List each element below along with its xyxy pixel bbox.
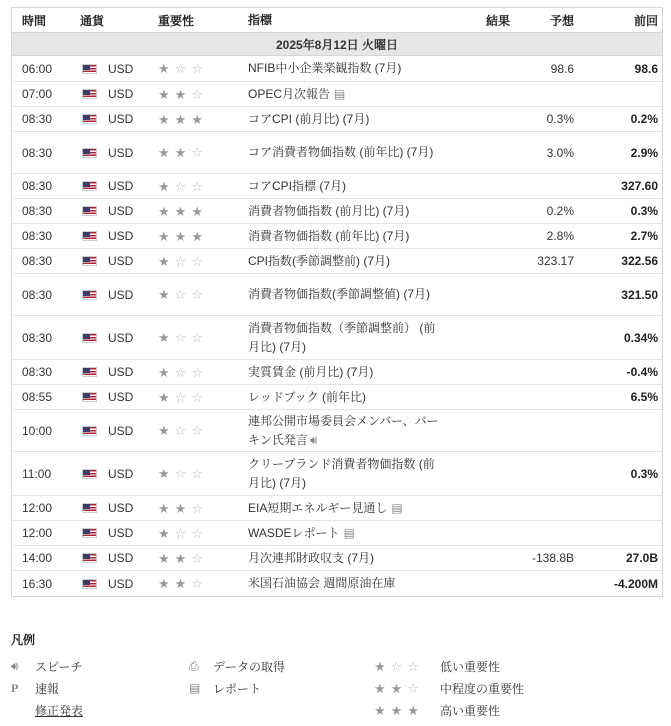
row-time: 08:30 — [22, 112, 53, 126]
row-currency-label: USD — [108, 330, 134, 345]
row-previous: 2.9% — [630, 145, 658, 160]
header-currency: 通貨 — [80, 13, 105, 28]
high-importance-stars-icon: ★ ★ ★ — [374, 702, 419, 718]
report-icon: ▤ — [343, 525, 355, 540]
star-filled-icon: ★ — [158, 111, 170, 127]
star-empty-icon: ☆ — [191, 525, 203, 541]
table-row[interactable] — [12, 496, 662, 521]
star-empty-icon: ☆ — [191, 86, 203, 102]
report-icon: ▤ — [391, 500, 403, 515]
row-importance — [152, 230, 248, 243]
row-importance — [152, 288, 248, 301]
row-importance — [152, 205, 248, 218]
star-filled-icon: ★ — [158, 253, 170, 269]
legend-medium-label: 中程度の重要性 — [440, 681, 525, 696]
legend-report — [189, 677, 285, 699]
table-row[interactable] — [12, 521, 662, 546]
row-currency-label: USD — [108, 287, 134, 302]
star-empty-icon: ☆ — [174, 178, 187, 194]
table-header — [12, 8, 662, 33]
star-empty-icon: ☆ — [191, 253, 203, 269]
star-filled-icon: ★ — [158, 178, 170, 194]
medium-importance-stars-icon: ★ ★ ☆ — [374, 680, 419, 696]
row-importance — [152, 62, 248, 75]
row-importance — [152, 391, 248, 404]
row-event-label[interactable]: 消費者物価指数（季節調整前） (前月比) (7月) — [248, 320, 436, 354]
header-importance: 重要性 — [158, 13, 195, 28]
legend-revised[interactable] — [11, 699, 83, 721]
row-event[interactable] — [248, 177, 444, 196]
us-flag-icon — [82, 148, 97, 158]
row-importance — [152, 113, 248, 126]
header-previous: 前回 — [633, 13, 658, 28]
star-filled-icon: ★ — [158, 576, 170, 591]
row-currency — [72, 365, 152, 379]
star-empty-icon: ☆ — [191, 178, 203, 194]
row-currency — [72, 501, 152, 515]
row-event-label[interactable]: 実質賃金 (前月比) (7月) — [248, 364, 374, 379]
row-importance — [152, 424, 248, 437]
star-empty-icon: ☆ — [191, 287, 203, 302]
row-currency-label: USD — [108, 526, 134, 540]
row-currency — [72, 146, 152, 160]
legend-low-label: 低い重要性 — [440, 659, 501, 674]
row-event[interactable] — [248, 455, 444, 493]
row-importance — [152, 88, 248, 101]
row-forecast: 3.0% — [546, 145, 574, 160]
header-actual: 結果 — [485, 13, 510, 28]
star-filled-icon: ★ — [158, 203, 170, 219]
date-row — [12, 33, 662, 56]
row-currency-label: USD — [108, 179, 134, 193]
star-empty-icon: ☆ — [174, 330, 187, 345]
row-time: 08:30 — [22, 145, 53, 160]
star-filled-icon: ★ — [174, 500, 187, 516]
star-filled-icon: ★ — [174, 550, 187, 566]
us-flag-icon — [82, 553, 97, 563]
legend-title: 凡例 — [11, 633, 36, 647]
legend — [11, 631, 663, 718]
row-currency-label: USD — [108, 61, 134, 76]
row-forecast: 98.6 — [550, 61, 574, 76]
row-currency-label: USD — [108, 204, 134, 218]
legend-speech — [11, 655, 83, 677]
us-flag-icon — [82, 392, 97, 402]
row-importance — [152, 467, 248, 480]
star-filled-icon: ★ — [158, 525, 170, 541]
row-time: 07:00 — [22, 87, 53, 101]
legend-medium — [374, 677, 524, 699]
row-forecast: 2.8% — [546, 229, 574, 243]
us-flag-icon — [82, 426, 97, 436]
row-currency-label: USD — [108, 229, 134, 243]
star-filled-icon: ★ — [174, 576, 187, 591]
star-empty-icon: ☆ — [191, 389, 203, 405]
us-flag-icon — [82, 528, 97, 538]
star-filled-icon: ★ — [158, 500, 170, 516]
row-previous: 2.7% — [630, 229, 658, 243]
row-importance — [152, 552, 248, 565]
row-previous: -0.4% — [626, 365, 658, 379]
row-importance — [152, 331, 248, 344]
legend-data-retrieval — [189, 655, 285, 677]
star-filled-icon: ★ — [174, 145, 187, 160]
star-filled-icon: ★ — [158, 287, 170, 302]
table-row[interactable] — [12, 546, 662, 571]
star-filled-icon: ★ — [158, 389, 170, 405]
legend-preliminary — [11, 677, 83, 699]
row-event[interactable] — [248, 574, 444, 593]
star-filled-icon: ★ — [158, 550, 170, 566]
row-currency — [72, 424, 152, 438]
us-flag-icon — [82, 256, 97, 266]
row-time: 08:30 — [22, 179, 53, 193]
row-currency — [72, 331, 152, 345]
row-previous: 321.50 — [621, 287, 658, 302]
row-forecast: 0.3% — [546, 112, 574, 126]
table-row[interactable] — [12, 174, 662, 199]
row-event-label[interactable]: WASDEレポート — [248, 525, 340, 540]
star-filled-icon: ★ — [158, 86, 170, 102]
row-currency — [72, 467, 152, 481]
speaker-icon: 🔊︎ — [309, 432, 318, 447]
row-currency-label: USD — [108, 501, 134, 515]
row-event-label[interactable]: レッドブック (前年比) — [248, 389, 367, 404]
star-empty-icon: ☆ — [174, 466, 187, 481]
legend-low — [374, 655, 524, 677]
row-time: 12:00 — [22, 501, 53, 515]
row-event[interactable] — [248, 549, 444, 568]
row-currency — [72, 62, 152, 76]
row-currency — [72, 288, 152, 302]
row-event[interactable] — [248, 202, 444, 221]
row-importance — [152, 366, 248, 379]
row-time: 08:30 — [22, 365, 53, 379]
us-flag-icon — [82, 503, 97, 513]
star-filled-icon: ★ — [191, 228, 203, 244]
p-icon: P — [11, 680, 19, 695]
row-event-label[interactable]: コア消費者物価指数 (前年比) (7月) — [248, 145, 434, 159]
row-currency-label: USD — [108, 87, 134, 101]
star-empty-icon: ☆ — [174, 423, 187, 438]
row-event-label[interactable]: コアCPI (前月比) (7月) — [248, 111, 370, 126]
data-retrieval-icon: ⎙ — [189, 658, 199, 673]
row-currency-label: USD — [108, 365, 134, 379]
row-event-label[interactable]: NFIB中小企業楽観指数 (7月) — [248, 61, 402, 75]
row-event[interactable] — [248, 227, 444, 246]
star-filled-icon: ★ — [158, 423, 170, 438]
row-event-label[interactable]: 連邦公開市場委員会メンバー、バーキン氏発言 — [248, 413, 439, 447]
table-body — [12, 56, 662, 596]
report-icon: ▤ — [189, 681, 201, 695]
legend-preliminary-label: 速報 — [35, 681, 60, 696]
row-event-label[interactable]: 消費者物価指数 (前月比) (7月) — [248, 203, 410, 218]
legend-data-retrieval-label: データの取得 — [213, 659, 286, 674]
star-empty-icon: ☆ — [191, 576, 203, 591]
row-forecast: 323.17 — [537, 254, 574, 268]
star-empty-icon: ☆ — [191, 466, 203, 481]
row-previous: 322.56 — [621, 254, 658, 268]
row-currency-label: USD — [108, 145, 134, 160]
row-previous: 27.0B — [625, 551, 658, 565]
row-currency-label: USD — [108, 112, 134, 126]
star-empty-icon: ☆ — [174, 525, 187, 541]
table-row[interactable] — [12, 410, 662, 452]
row-event[interactable] — [248, 412, 444, 450]
row-currency-label: USD — [108, 551, 134, 565]
legend-speech-label: スピーチ — [35, 659, 83, 674]
row-previous: -4.200M — [613, 576, 658, 591]
star-filled-icon: ★ — [158, 466, 170, 481]
star-empty-icon: ☆ — [191, 330, 203, 345]
us-flag-icon — [82, 469, 97, 479]
us-flag-icon — [82, 290, 97, 300]
star-empty-icon: ☆ — [174, 389, 187, 405]
row-time: 16:30 — [22, 576, 53, 591]
row-importance — [152, 527, 248, 540]
star-empty-icon: ☆ — [191, 550, 203, 566]
row-currency — [72, 229, 152, 243]
star-empty-icon: ☆ — [191, 500, 203, 516]
row-event[interactable] — [248, 143, 444, 162]
us-flag-icon — [82, 333, 97, 343]
table-row[interactable] — [12, 249, 662, 274]
star-empty-icon: ☆ — [174, 287, 187, 302]
us-flag-icon — [82, 231, 97, 241]
table-row[interactable] — [12, 199, 662, 224]
row-forecast: -138.8B — [531, 551, 574, 565]
row-importance — [152, 577, 248, 590]
row-event-label[interactable]: 消費者物価指数 (前年比) (7月) — [248, 228, 410, 243]
row-currency — [72, 577, 152, 591]
row-event-label[interactable]: OPEC月次報告 — [248, 86, 331, 101]
row-currency — [72, 526, 152, 540]
row-event[interactable] — [248, 85, 444, 104]
row-currency — [72, 204, 152, 218]
row-previous: 0.2% — [630, 112, 658, 126]
row-currency — [72, 551, 152, 565]
row-previous: 0.3% — [630, 204, 658, 218]
low-importance-stars-icon: ★ ☆ ☆ — [374, 658, 419, 674]
row-event[interactable] — [248, 363, 444, 382]
row-currency — [72, 390, 152, 404]
speaker-icon: 🔊︎ — [11, 658, 19, 673]
row-event-label[interactable]: EIA短期エネルギー見通し — [248, 500, 388, 515]
legend-high-label: 高い重要性 — [440, 703, 501, 718]
row-time: 14:00 — [22, 551, 53, 565]
row-time: 08:55 — [22, 390, 53, 404]
row-previous: 327.60 — [621, 179, 658, 193]
table-row[interactable] — [12, 56, 662, 82]
row-time: 06:00 — [22, 61, 53, 76]
row-forecast: 0.2% — [546, 204, 574, 218]
us-flag-icon — [82, 367, 97, 377]
legend-col-2 — [189, 655, 285, 699]
us-flag-icon — [82, 64, 97, 74]
us-flag-icon — [82, 579, 97, 589]
row-time: 08:30 — [22, 254, 53, 268]
row-currency-label: USD — [108, 576, 134, 591]
table-row[interactable] — [12, 132, 662, 174]
star-empty-icon: ☆ — [174, 364, 187, 380]
legend-col-3 — [374, 655, 524, 721]
row-currency — [72, 87, 152, 101]
row-time: 10:00 — [22, 423, 53, 438]
legend-col-1 — [11, 655, 83, 721]
row-previous: 6.5% — [630, 390, 658, 404]
row-event-label[interactable]: クリーブランド消費者物価指数 (前月比) (7月) — [248, 456, 435, 490]
row-event-label[interactable]: コアCPI指標 (7月) — [248, 178, 347, 193]
row-currency — [72, 179, 152, 193]
row-time: 08:30 — [22, 229, 53, 243]
row-event[interactable] — [248, 252, 444, 271]
row-currency — [72, 112, 152, 126]
row-currency-label: USD — [108, 423, 134, 438]
star-empty-icon: ☆ — [191, 364, 203, 380]
row-event[interactable] — [248, 499, 444, 518]
star-filled-icon: ★ — [174, 203, 187, 219]
row-previous: 0.3% — [630, 466, 658, 481]
star-filled-icon: ★ — [174, 228, 187, 244]
row-currency-label: USD — [108, 466, 134, 481]
row-currency-label: USD — [108, 390, 134, 404]
row-event[interactable] — [248, 59, 444, 78]
row-time: 08:30 — [22, 330, 53, 345]
row-event-label[interactable]: CPI指数(季節調整前) (7月) — [248, 253, 390, 268]
row-event[interactable] — [248, 110, 444, 129]
economic-calendar-table — [11, 7, 663, 597]
header-event: 指標 — [248, 12, 273, 27]
star-empty-icon: ☆ — [174, 61, 187, 76]
us-flag-icon — [82, 206, 97, 216]
table-row[interactable] — [12, 224, 662, 249]
row-event[interactable] — [248, 524, 444, 543]
us-flag-icon — [82, 114, 97, 124]
legend-high — [374, 699, 524, 721]
table-row[interactable] — [12, 274, 662, 316]
star-filled-icon: ★ — [158, 61, 170, 76]
us-flag-icon — [82, 181, 97, 191]
row-currency-label: USD — [108, 254, 134, 268]
row-currency — [72, 254, 152, 268]
table-row[interactable] — [12, 360, 662, 385]
row-time: 08:30 — [22, 204, 53, 218]
star-empty-icon: ☆ — [191, 61, 203, 76]
row-importance — [152, 146, 248, 159]
row-previous: 98.6 — [634, 61, 658, 76]
star-filled-icon: ★ — [158, 330, 170, 345]
row-event-label[interactable]: 米国石油協会 週間原油在庫 — [248, 576, 396, 590]
date-label: 2025年8月12日 火曜日 — [275, 37, 399, 52]
row-time: 12:00 — [22, 526, 53, 540]
star-filled-icon: ★ — [174, 111, 187, 127]
table-row[interactable] — [12, 316, 662, 360]
row-importance — [152, 502, 248, 515]
row-previous: 0.34% — [623, 330, 658, 345]
row-event[interactable] — [248, 285, 444, 304]
row-event[interactable] — [248, 319, 444, 357]
row-event-label[interactable]: 月次連邦財政収支 (7月) — [248, 550, 375, 565]
star-filled-icon: ★ — [158, 364, 170, 380]
star-filled-icon: ★ — [191, 203, 203, 219]
table-row[interactable] — [12, 571, 662, 596]
row-time: 11:00 — [22, 466, 52, 481]
header-forecast: 予想 — [549, 13, 574, 28]
row-importance — [152, 180, 248, 193]
row-importance — [152, 255, 248, 268]
legend-revised-link[interactable]: 修正発表 — [35, 703, 84, 718]
table-row[interactable] — [12, 82, 662, 107]
star-filled-icon: ★ — [158, 228, 170, 244]
row-event[interactable] — [248, 388, 444, 407]
star-empty-icon: ☆ — [174, 253, 187, 269]
table-row[interactable] — [12, 385, 662, 410]
star-filled-icon: ★ — [191, 111, 203, 127]
star-filled-icon: ★ — [174, 86, 187, 102]
table-row[interactable] — [12, 452, 662, 496]
star-filled-icon: ★ — [158, 145, 170, 160]
star-empty-icon: ☆ — [191, 145, 203, 160]
row-time: 08:30 — [22, 287, 53, 302]
report-icon: ▤ — [334, 86, 346, 101]
legend-report-label: レポート — [213, 681, 262, 696]
us-flag-icon — [82, 89, 97, 99]
star-empty-icon: ☆ — [191, 423, 203, 438]
table-row[interactable] — [12, 107, 662, 132]
row-event-label[interactable]: 消費者物価指数(季節調整値) (7月) — [248, 287, 430, 301]
header-time: 時間 — [22, 13, 47, 28]
